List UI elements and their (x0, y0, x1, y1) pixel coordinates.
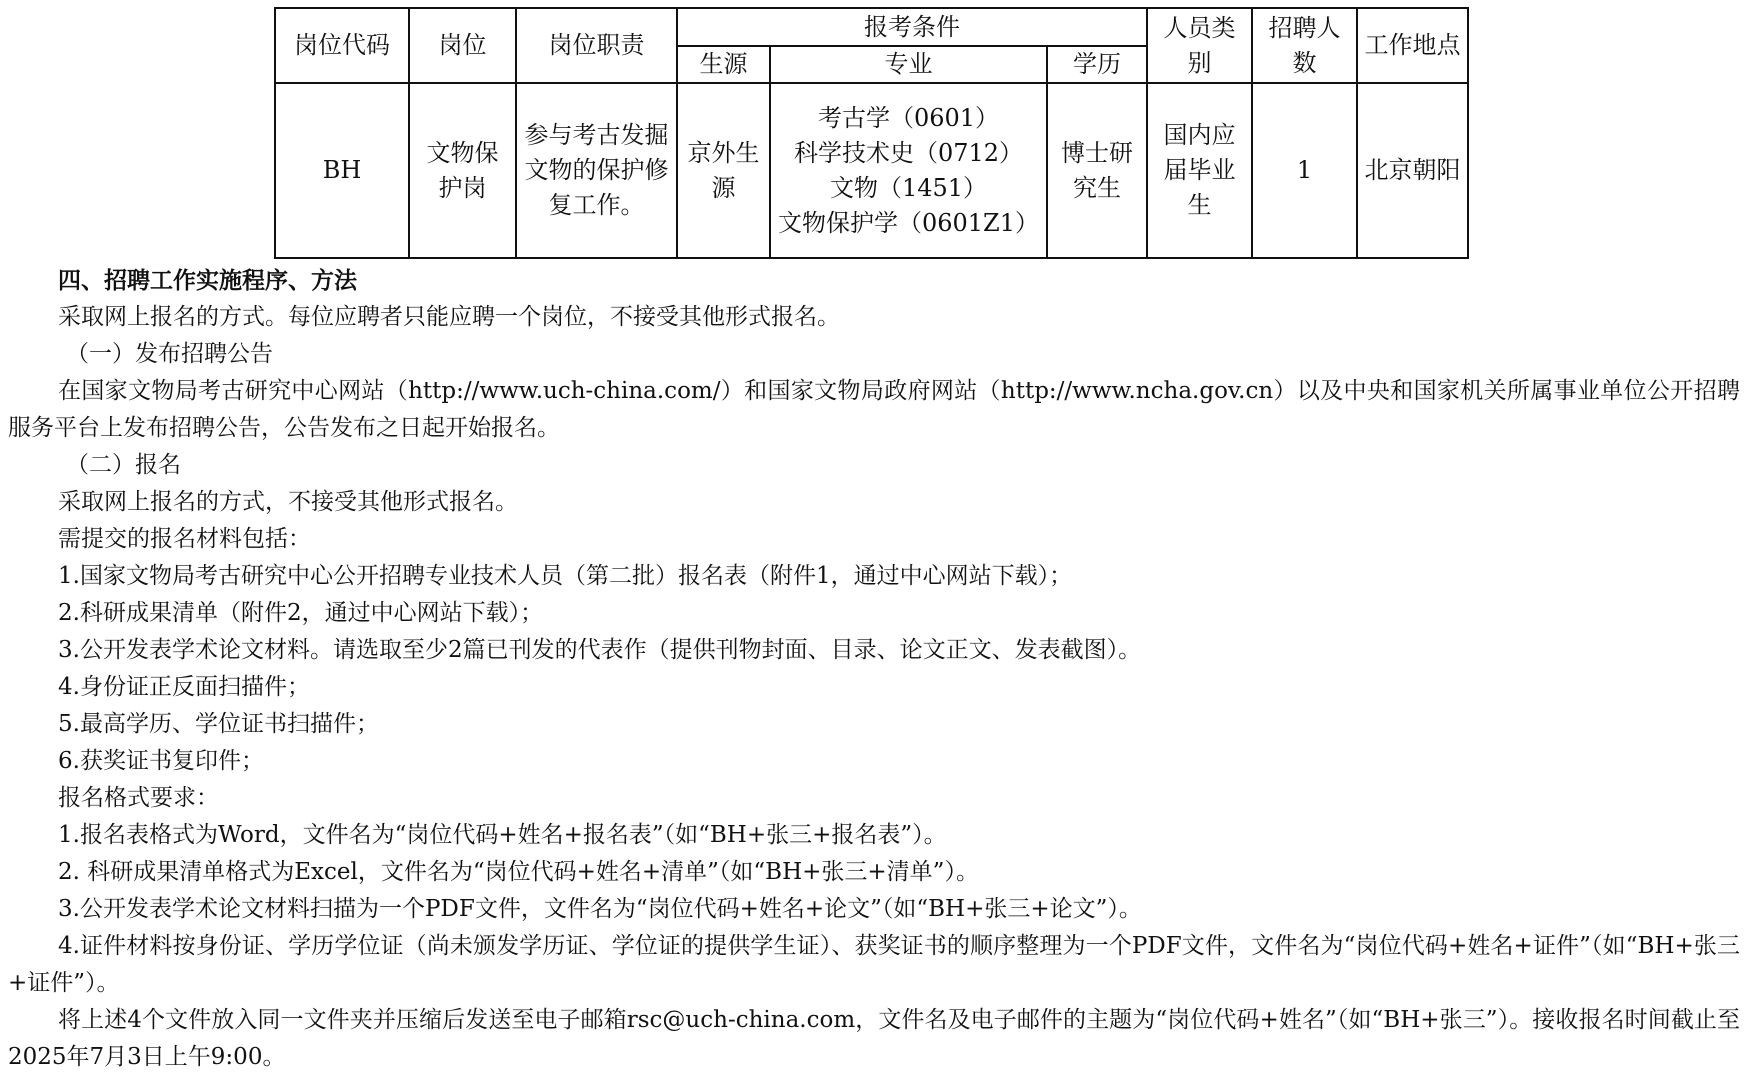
materials-title: 需提交的报名材料包括： (58, 526, 311, 552)
header-location: 工作地点 (1357, 8, 1468, 83)
format-item: 4.证件材料按身份证、学历学位证（尚未颁发学历证、学位证的提供学生证）、获奖证书的顺序整理为一个PDF文件，文件名为“岗位代码+姓名+证件”（如“BH+张三+证件”）。 (8, 933, 1740, 996)
material-item: 6.获奖证书复印件； (58, 748, 264, 774)
subsection-title-publish: （一）发布招聘公告 (66, 341, 273, 367)
section-heading: 四、招聘工作实施程序、方法 (58, 267, 357, 294)
recruitment-table (274, 7, 1469, 259)
cell-post: 文物保护岗 (409, 83, 516, 258)
material-item: 1.国家文物局考古研究中心公开招聘专业技术人员（第二批）报名表（附件1，通过中心网站下载）； (58, 563, 1073, 589)
cell-count: 1 (1252, 83, 1357, 258)
material-item: 5.最高学历、学位证书扫描件； (58, 711, 379, 737)
cell-degree: 博士研究生 (1047, 83, 1147, 258)
header-source: 生源 (677, 46, 770, 83)
notice-body (8, 262, 1740, 1076)
header-count: 招聘人数 (1252, 8, 1357, 83)
header-duty: 岗位职责 (516, 8, 677, 83)
cell-majors (770, 83, 1047, 258)
major-item: 文物（1451） (829, 173, 988, 202)
intro-paragraph: 采取网上报名的方式。每位应聘者只能应聘一个岗位，不接受其他形式报名。 (58, 304, 840, 330)
cell-source: 京外生源 (677, 83, 770, 258)
header-post-code: 岗位代码 (275, 8, 409, 83)
register-paragraph: 采取网上报名的方式，不接受其他形式报名。 (58, 489, 518, 515)
publish-paragraph: 在国家文物局考古研究中心网站（http://www.uch-china.com/）和国家文物局政府网站（http://www.ncha.gov.cn）以及中央和国家机关所属事业单位公开招聘服务平台上发布招聘公告，公告发布之日起开始报名。 (8, 378, 1740, 441)
header-category: 人员类别 (1147, 8, 1252, 83)
material-item: 4.身份证正反面扫描件； (58, 674, 310, 700)
header-post: 岗位 (409, 8, 516, 83)
material-item: 2.科研成果清单（附件2，通过中心网站下载）； (58, 600, 544, 626)
header-degree: 学历 (1047, 46, 1147, 83)
closing-paragraph: 将上述4个文件放入同一文件夹并压缩后发送至电子邮箱rsc@uch-china.com，文件名及电子邮件的主题为“岗位代码+姓名”（如“BH+张三”）。接收报名时间截止至2025年7月3日上午9:00。 (8, 1007, 1740, 1070)
major-item: 科学技术史（0712） (793, 138, 1024, 167)
material-item: 3.公开发表学术论文材料。请选取至少2篇已刊发的代表作（提供刊物封面、目录、论文正文、发表截图）。 (58, 637, 1142, 663)
format-item: 2. 科研成果清单格式为Excel，文件名为“岗位代码+姓名+清单”（如“BH+张三+清单”）。 (58, 859, 979, 885)
cell-category: 国内应届毕业生 (1147, 83, 1252, 258)
major-item: 考古学（0601） (817, 103, 1000, 132)
format-item: 3.公开发表学术论文材料扫描为一个PDF文件，文件名为“岗位代码+姓名+论文”（如“BH+张三+论文”）。 (58, 896, 1142, 922)
major-item: 文物保护学（0601Z1） (777, 208, 1040, 237)
cell-post-code: BH (275, 83, 409, 258)
header-conditions: 报考条件 (677, 8, 1147, 46)
header-major: 专业 (770, 46, 1047, 83)
cell-location: 北京朝阳 (1357, 83, 1468, 258)
format-item: 1.报名表格式为Word，文件名为“岗位代码+姓名+报名表”（如“BH+张三+报名表”）。 (58, 822, 947, 848)
format-title: 报名格式要求： (58, 785, 219, 811)
cell-duty: 参与考古发掘文物的保护修复工作。 (516, 83, 677, 258)
subsection-title-register: （二）报名 (66, 452, 181, 478)
